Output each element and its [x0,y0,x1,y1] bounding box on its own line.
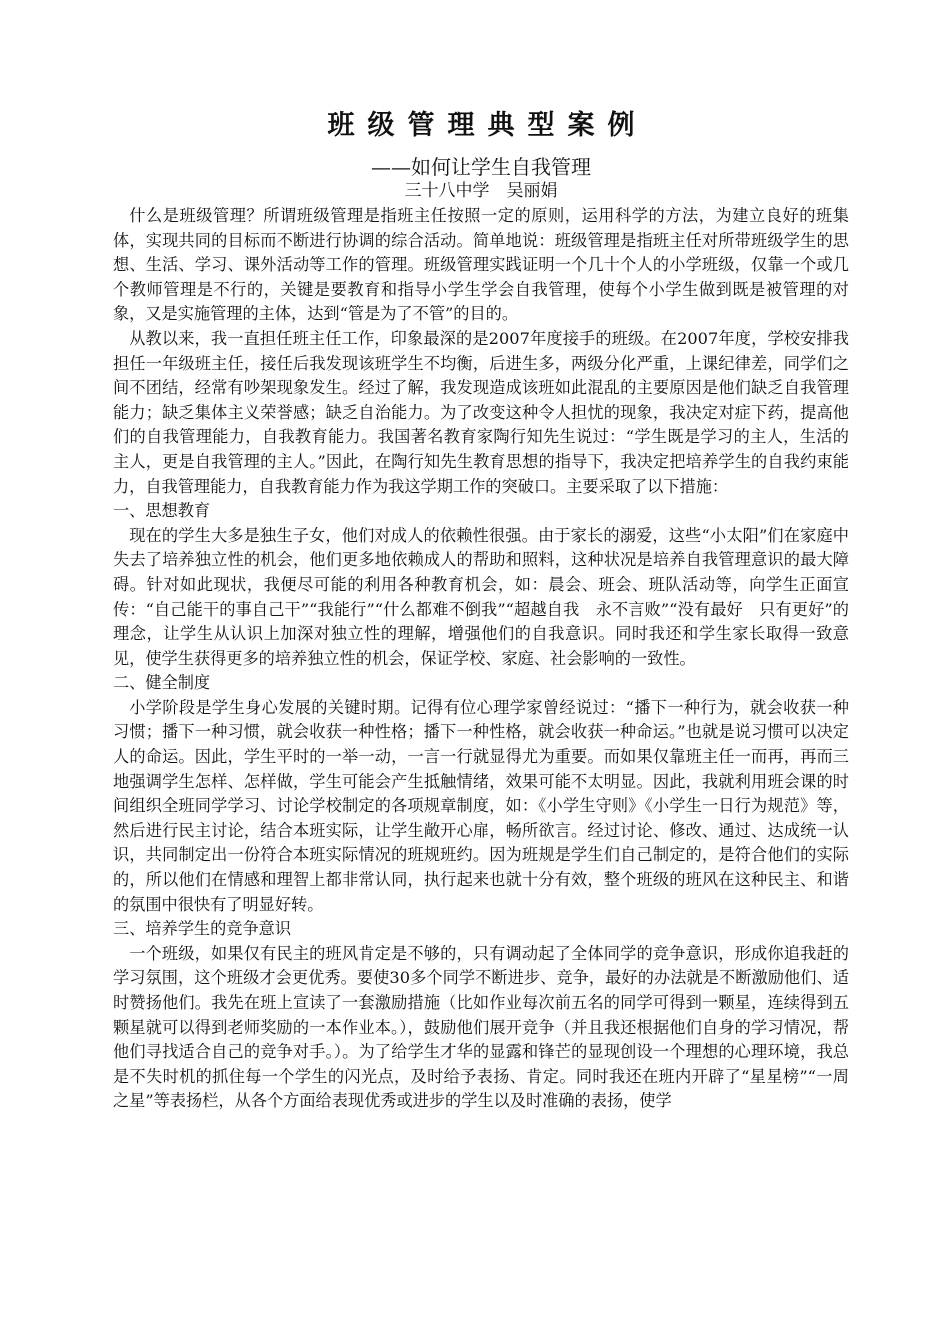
section-body-competition: 一个班级，如果仅有民主的班风肯定是不够的，只有调动起了全体同学的竞争意识，形成你追我赶的学习氛围，这个班级才会更优秀。要使30多个同学不断进步、竞争，最好的办法就是不断激励他们、适时赞扬他们。我先在班上宣读了一套激励措施（比如作业每次前五名的同学可得到一颗星，连续得到五颗星就可以得到老师奖励的一本作业本。），鼓励他们展开竞争（并且我还根据他们自身的学习情况，帮他们寻找适合自己的竞争对手。）。为了给学生才华的显露和锋芒的显现创设一个理想的心理环境，我总是不失时机的抓住每一个学生的闪光点，及时给予表扬、肯定。同时我还在班内开辟了“星星榜”“一周之星”等表扬栏，从各个方面给表现优秀或进步的学生以及时准确的表扬，使学 [113,943,849,1111]
section-heading-rules: 二、健全制度 [113,673,211,693]
section-body-rules: 小学阶段是学生身心发展的关键时期。记得有位心理学家曾经说过：“播下一种行为，就会收获一种习惯；播下一种习惯，就会收获一种性格；播下一种性格，就会收获一种命运。”也就是说习惯可以决定人的命运。因此，学生平时的一举一动，一言一行就显得尤为重要。而如果仅靠班主任一而再，再而三地强调学生怎样、怎样做，学生可能会产生抵触情绪，效果可能不太明显。因此，我就利用班会课的时间组织全班同学学习、讨论学校制定的各项规章制度，如：《小学生守则》《小学生一日行为规范》等，然后进行民主讨论，结合本班实际，让学生敞开心扉，畅所欲言。经过讨论、修改、通过、达成统一认识，共同制定出一份符合本班实际情况的班规班约。因为班规是学生们自己制定的，是符合他们的实际的，所以他们在情感和理智上都非常认同，执行起来也就十分有效，整个班级的班风在这种民主、和谐的氛围中很快有了明显好转。 [113,697,849,914]
document-title: 班级管理典型案例 [327,110,648,141]
intro-paragraph: 什么是班级管理？所谓班级管理是指班主任按照一定的原则，运用科学的方法，为建立良好的班集体，实现共同的目标而不断进行协调的综合活动。简单地说：班级管理是指班主任对所带班级学生的思想、生活、学习、课外活动等工作的管理。班级管理实践证明一个几十个人的小学班级，仅靠一个或几个教师管理是不行的，关键是要教育和指导小学生学会自我管理，使每个小学生做到既是被管理的对象，又是实施管理的主体，达到“管是为了不管”的目的。 [113,206,849,324]
document-page [113,108,849,1114]
document-author: 三十八中学 吴丽娟 [404,181,558,201]
document-subtitle: ——如何让学生自我管理 [371,155,591,179]
section-heading-ideology: 一、思想教育 [113,501,211,521]
section-heading-competition: 三、培养学生的竞争意识 [113,919,292,939]
background-paragraph: 从教以来，我一直担任班主任工作，印象最深的是2007年度接手的班级。在2007年度，学校安排我担任一年级班主任，接任后我发现该班学生不均衡，后进生多，两级分化严重，上课纪律差，同学们之间不团结，经常有吵架现象发生。经过了解，我发现造成该班如此混乱的主要原因是他们缺乏自我管理能力；缺乏集体主义荣誉感；缺乏自治能力。为了改变这种令人担忧的现象，我决定对症下药，提高他们的自我管理能力，自我教育能力。我国著名教育家陶行知先生说过：“学生既是学习的主人，生活的主人，更是自我管理的主人。”因此，在陶行知先生教育思想的指导下，我决定把培养学生的自我约束能力，自我管理能力，自我教育能力作为我这学期工作的突破口。主要采取了以下措施： [113,328,849,496]
section-body-ideology: 现在的学生大多是独生子女，他们对成人的依赖性很强。由于家长的溺爱，这些“小太阳”们在家庭中失去了培养独立性的机会，他们更多地依赖成人的帮助和照料，这种状况是培养自我管理意识的最大障碍。针对如此现状，我便尽可能的利用各种教育机会，如：晨会、班会、班队活动等，向学生正面宣传：“自己能干的事自己干”“我能行”“什么都难不倒我”“超越自我 永不言败”“没有最好 只有更好”的理念，让学生从认识上加深对独立性的理解，增强他们的自我意识。同时我还和学生家长取得一致意见，使学生获得更多的培养独立性的机会，保证学校、家庭、社会影响的一致性。 [113,525,849,668]
